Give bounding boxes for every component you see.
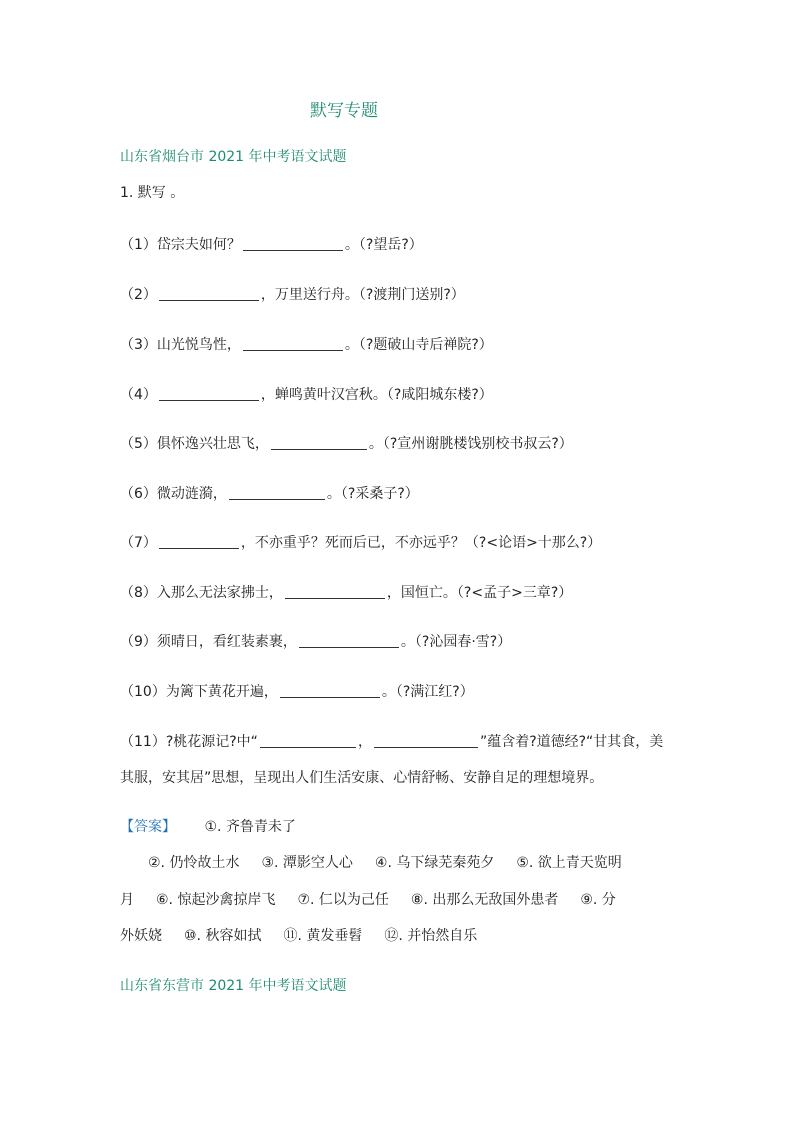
page-title: 默写专题 xyxy=(310,101,378,121)
item-8 xyxy=(120,582,680,602)
item-text: （9）须晴日，看红装素裹， xyxy=(120,634,297,650)
answer-item: ⑪. 黄发垂髫 xyxy=(283,928,363,944)
item-text: ，国恒亡。（?<孟子>三章?） xyxy=(386,585,573,601)
item-text: （2） xyxy=(120,287,157,303)
item-text: （7） xyxy=(120,535,157,551)
answer-item: ⑩. 秋容如拭 xyxy=(184,928,262,944)
item-3 xyxy=(120,334,680,354)
item-7 xyxy=(120,532,680,552)
answer-blank xyxy=(243,336,343,351)
item-9 xyxy=(120,631,680,651)
answer-blank xyxy=(280,683,380,698)
section-heading-yantai: 山东省烟台市 2021 年中考语文试题 xyxy=(120,149,347,165)
item-2 xyxy=(120,284,680,304)
item-text: （10）为篱下黄花开遍， xyxy=(120,684,278,700)
item-text: （1）岱宗夫如何？ xyxy=(120,237,241,253)
answer-item: ⑨. 分 xyxy=(580,892,616,908)
answer-item: ①. 齐鲁青未了 xyxy=(204,819,296,835)
answer-item: ⑦. 仁以为己任 xyxy=(297,892,389,908)
answer-item: ③. 潭影空人心 xyxy=(261,855,353,871)
answer-line-3 xyxy=(120,889,680,909)
answer-blank xyxy=(260,733,356,748)
answer-line-4 xyxy=(120,925,680,945)
answer-line-2 xyxy=(148,852,680,872)
item-text: 。（?采桑子?） xyxy=(326,486,419,502)
item-1 xyxy=(120,234,680,254)
item-5 xyxy=(120,433,680,453)
item-text: （6）微动涟漪， xyxy=(120,486,227,502)
answer-blank xyxy=(159,286,259,301)
item-text: （8）入那么无法家拂士， xyxy=(120,585,283,601)
answer-item: 外妖娆 xyxy=(120,928,162,944)
item-text: 。（?宣州谢朓楼饯别校书叔云?） xyxy=(368,436,573,452)
answer-blank xyxy=(299,633,399,648)
item-text: 。（?望岳?） xyxy=(344,237,423,253)
item-text: ，蝉鸣黄叶汉宫秋。（?咸阳城东楼?） xyxy=(260,387,493,403)
answer-label: 【答案】 xyxy=(120,819,176,835)
item-text: （11）?桃花源记?中“ xyxy=(120,734,258,750)
answer-line-1 xyxy=(120,816,680,836)
answer-item: 月 xyxy=(120,892,134,908)
item-text: 。（?题破山寺后禅院?） xyxy=(344,337,493,353)
answer-item: ⑥. 惊起沙禽掠岸飞 xyxy=(156,892,276,908)
item-text: 。（?沁园春·雪?） xyxy=(400,634,512,650)
answer-item: ②. 仍怜故土水 xyxy=(148,855,240,871)
item-text: ”蕴含着?道德经?“甘其食，美 xyxy=(479,734,664,750)
answer-item: ⑧. 出那么无敌国外患者 xyxy=(410,892,559,908)
item-text: （5）俱怀逸兴壮思飞， xyxy=(120,436,269,452)
answer-blank xyxy=(374,733,478,748)
item-text: 。（?满江红?） xyxy=(381,684,474,700)
answer-blank xyxy=(243,236,343,251)
question-head: 1. 默写 。 xyxy=(120,185,185,201)
item-11-continued: 其服，安其居”思想，呈现出人们生活安康、心情舒畅、安静自足的理想境界。 xyxy=(120,770,604,786)
section-heading-dongying: 山东省东营市 2021 年中考语文试题 xyxy=(120,978,347,994)
item-text: ， xyxy=(357,734,372,750)
item-11 xyxy=(120,731,680,751)
item-4 xyxy=(120,384,680,404)
answer-item: ⑤. 欲上青天览明 xyxy=(516,855,622,871)
answer-item: ④. 乌下绿芜秦苑夕 xyxy=(374,855,495,871)
answer-blank xyxy=(229,485,325,500)
item-text: ，不亦重乎？死而后已，不亦远乎？（?<论语>十那么?） xyxy=(240,535,602,551)
item-10 xyxy=(120,681,680,701)
answer-blank xyxy=(159,386,259,401)
item-text: ，万里送行舟。（?渡荆门送别?） xyxy=(260,287,465,303)
answer-blank xyxy=(271,435,367,450)
item-6 xyxy=(120,483,680,503)
answer-item: ⑫. 并怡然自乐 xyxy=(384,928,478,944)
item-text: （3）山光悦鸟性， xyxy=(120,337,241,353)
item-text: （4） xyxy=(120,387,157,403)
answer-blank xyxy=(159,534,239,549)
answer-blank xyxy=(285,584,385,599)
